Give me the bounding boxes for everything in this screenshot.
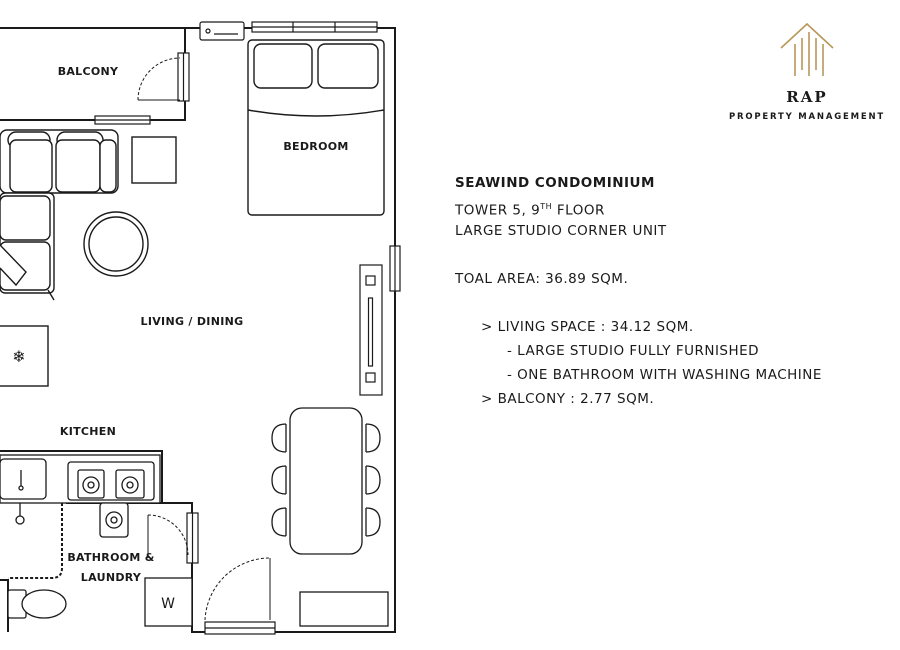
balcony-window bbox=[95, 53, 189, 124]
round-coffee-table bbox=[84, 212, 148, 276]
brand-tagline: PROPERTY MANAGEMENT bbox=[728, 112, 885, 122]
wall-bath-left bbox=[0, 580, 8, 632]
brand-name: RAP bbox=[786, 88, 828, 106]
top-window bbox=[252, 22, 377, 32]
aircon-unit bbox=[200, 22, 244, 40]
sofa bbox=[0, 130, 118, 300]
living-detail-furnished: - LARGE STUDIO FULLY FURNISHED bbox=[507, 343, 760, 359]
tower-floor bbox=[455, 195, 885, 219]
floor-suffix: TH bbox=[540, 202, 553, 211]
dining-set bbox=[272, 408, 380, 554]
shoe-cabinet bbox=[300, 592, 388, 626]
balcony-door-swing bbox=[138, 58, 180, 100]
project-name: SEAWIND CONDOMINIUM bbox=[455, 175, 655, 191]
living-space: > LIVING SPACE : 34.12 SQM. bbox=[481, 319, 694, 335]
total-area: TOAL AREA: 36.89 SQM. bbox=[455, 271, 629, 287]
snowflake-icon: ❄ bbox=[12, 347, 26, 366]
tower-text: TOWER 5, 9 bbox=[455, 202, 541, 219]
floor-word: FLOOR bbox=[552, 202, 605, 219]
room-label-laundry: LAUNDRY bbox=[80, 571, 142, 584]
floor-plan bbox=[0, 0, 430, 650]
bathroom-door bbox=[187, 513, 198, 563]
washer-mark: W bbox=[161, 596, 175, 612]
right-window bbox=[390, 246, 400, 291]
unit-info bbox=[455, 171, 885, 411]
balcony-area: > BALCONY : 2.77 SQM. bbox=[481, 391, 655, 407]
living-detail-bathroom: - ONE BATHROOM WITH WASHING MACHINE bbox=[507, 367, 822, 383]
tv-cabinet bbox=[360, 265, 382, 395]
room-label-kitchen: KITCHEN bbox=[59, 425, 117, 438]
side-table bbox=[132, 137, 176, 183]
room-label-living: LIVING / DINING bbox=[140, 315, 244, 328]
bed bbox=[248, 40, 384, 215]
room-label-bathroom: BATHROOM & bbox=[67, 551, 155, 564]
unit-type: LARGE STUDIO CORNER UNIT bbox=[455, 223, 667, 239]
brand-logo bbox=[712, 18, 900, 122]
entrance-door bbox=[205, 622, 275, 634]
room-label-bedroom: BEDROOM bbox=[283, 140, 349, 153]
house-logo-icon bbox=[775, 18, 839, 80]
kitchen-counter bbox=[0, 455, 160, 503]
room-label-balcony: BALCONY bbox=[57, 65, 119, 78]
